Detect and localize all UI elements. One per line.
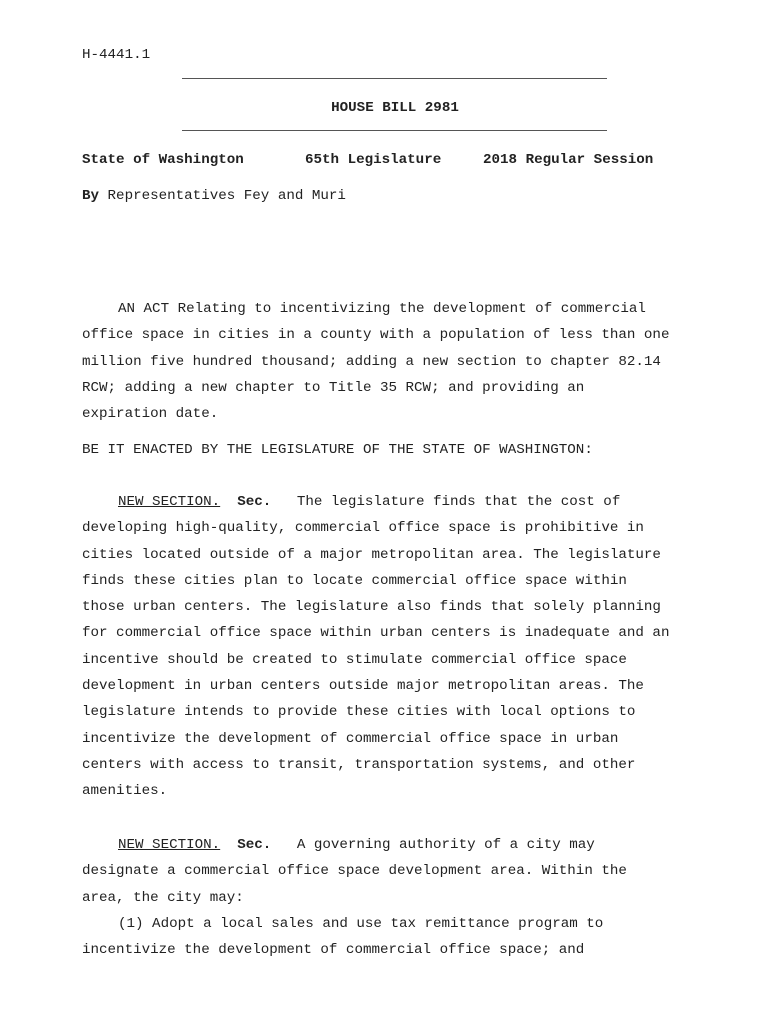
section-1-line: amenities. [82, 783, 168, 800]
header-session: 2018 Regular Session [483, 152, 654, 168]
section-1-line: incentivize the development of commercial office space in urban [82, 730, 619, 747]
sponsors-names: Representatives Fey and Muri [107, 188, 346, 204]
section-1-line: finds these cities plan to locate commercial office space within [82, 572, 627, 589]
new-section-label: NEW SECTION. [118, 494, 221, 510]
section-1-line: development in urban centers outside major metropolitan areas. The [82, 678, 644, 695]
bill-title: HOUSE BILL 2981 [331, 100, 459, 116]
section-2-first-line [82, 836, 722, 862]
section-1-line: legislature intends to provide these cities with local options to [82, 704, 636, 721]
act-line: million five hundred thousand; adding a new section to chapter 82.14 [82, 353, 661, 370]
section-2 [82, 836, 722, 967]
header-state: State of Washington [82, 152, 244, 168]
act-line: expiration date. [82, 406, 219, 423]
title-rule-top [182, 78, 607, 79]
sec-label: Sec. [237, 494, 272, 510]
section-2-line: designate a commercial office space development area. Within the [82, 863, 627, 880]
act-line: RCW; adding a new chapter to Title 35 RCW; and providing an [82, 379, 585, 396]
enacting-clause: BE IT ENACTED BY THE LEGISLATURE OF THE STATE OF WASHINGTON: [82, 442, 593, 458]
new-section-label: NEW SECTION. [118, 837, 221, 853]
section-2-line: area, the city may: [82, 889, 244, 906]
subsection-1-line: incentivize the development of commercial office space; and [82, 942, 585, 959]
section-1-line: cities located outside of a major metropolitan area. The legislature [82, 546, 661, 563]
section-2-text-start: A governing authority of a city may [296, 837, 595, 853]
section-1-line: incentive should be created to stimulate commercial office space [82, 651, 627, 668]
sponsors-by: By [82, 188, 100, 204]
section-1-text-start: The legislature finds that the cost of [296, 494, 621, 510]
header-legislature: 65th Legislature [305, 152, 442, 168]
section-1-first-line [82, 493, 722, 519]
subsection-1-first-line: (1) Adopt a local sales and use tax remittance program to [118, 915, 604, 932]
sec-label: Sec. [237, 837, 272, 853]
bill-code: H-4441.1 [82, 47, 151, 63]
title-rule-bottom [182, 130, 607, 131]
section-1-line: those urban centers. The legislature also finds that solely planning [82, 599, 661, 616]
act-line: AN ACT Relating to incentivizing the development of commercial [118, 301, 646, 317]
section-1-line: for commercial office space within urban centers is inadequate and an [82, 625, 670, 642]
section-1-line: centers with access to transit, transportation systems, and other [82, 756, 636, 773]
act-line: office space in cities in a county with a population of less than one [82, 327, 670, 344]
act-title-paragraph [82, 300, 722, 431]
sponsors-line [82, 187, 346, 205]
section-1-line: developing high-quality, commercial office space is prohibitive in [82, 520, 644, 537]
section-1 [82, 493, 722, 809]
